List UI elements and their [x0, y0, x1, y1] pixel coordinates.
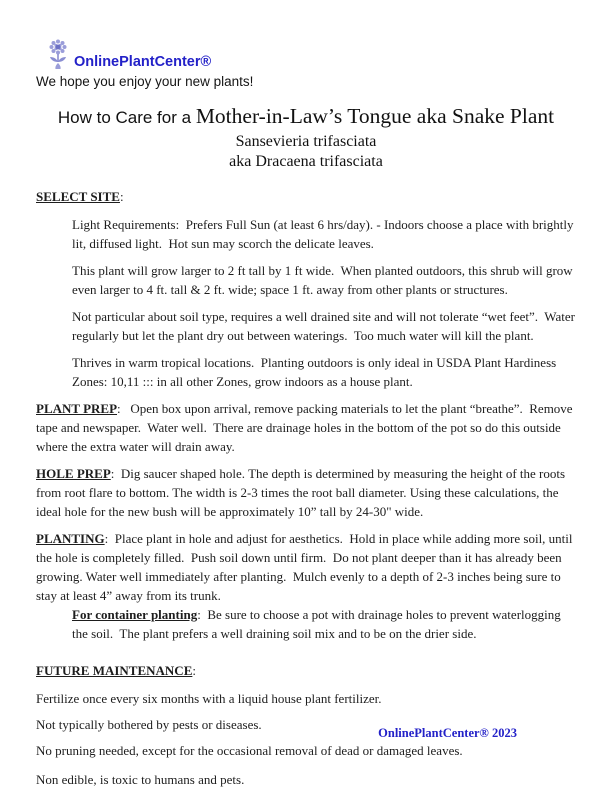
footer-copyright: OnlinePlantCenter® 2023	[378, 726, 517, 740]
title-prefix: How to Care for a	[57, 108, 196, 127]
hole-prep-heading: HOLE PREP	[36, 466, 111, 481]
container-planting-paragraph: For container planting: Be sure to choose a pot with drainage holes to prevent waterlogging the soil. The plant prefers a well draining soil mix and to be on the drier side.	[72, 607, 564, 641]
section-heading-future-maintenance: FUTURE MAINTENANCE:	[36, 663, 196, 678]
page-title	[36, 103, 576, 132]
botanical-alias: aka Dracaena trifasciata	[229, 153, 383, 170]
brand-name: OnlinePlantCenter®	[74, 54, 212, 70]
future-paragraph-fertilize: Fertilize once every six months with a liquid house plant fertilizer.	[36, 691, 382, 706]
planting-heading: PLANTING	[36, 531, 105, 546]
future-paragraph-pruning: No pruning needed, except for the occasional removal of dead or damaged leaves.	[36, 743, 463, 758]
container-planting-heading: For container planting	[72, 607, 198, 622]
title-main: Mother-in-Law’s Tongue aka Snake Plant	[195, 104, 555, 128]
tagline: We hope you enjoy your new plants!	[36, 74, 254, 89]
section-heading-select-site: SELECT SITE:	[36, 189, 124, 204]
select-site-paragraph-zones: Thrives in warm tropical locations. Planting outdoors is only ideal in USDA Plant Hardiness Zones: 10,11 ::: in all other Zones, grow indoors as a house plant.	[72, 355, 560, 389]
botanical-name: Sansevieria trifasciata	[235, 133, 377, 150]
hole-prep-paragraph: HOLE PREP: Dig saucer shaped hole. The depth is determined by measuring the height of the roots from root flare to bottom. The width is 2-3 times the root ball diameter. Using these calculations, the ideal hole for the new bush will be approximately 10” tall by 24-30" wide.	[36, 466, 569, 519]
flower-icon	[46, 38, 70, 70]
select-site-paragraph-light: Light Requirements: Prefers Full Sun (at least 6 hrs/day). - Indoors choose a place with brightly lit, diffused light. Hot sun may scorch the delicate leaves.	[72, 217, 577, 251]
future-paragraph-pests: Not typically bothered by pests or diseases.	[36, 717, 262, 732]
plant-prep-heading: PLANT PREP	[36, 401, 118, 416]
header-brand-row	[46, 38, 576, 70]
planting-paragraph: PLANTING: Place plant in hole and adjust for aesthetics. Hold in place while adding more soil, until the hole is completely filled. Push soil down until firm. Do not plant deeper than it has already been growing. Water well immediately after planting. Mulch evenly to a depth of 2-3 inches being sure to stay at least 4” away from its trunk.	[36, 531, 576, 603]
select-site-paragraph-size: This plant will grow larger to 2 ft tall by 1 ft wide. When planted outdoors, this shrub will grow even larger to 4 ft. tall & 2 ft. wide; space 1 ft. away from other plants or structures.	[72, 263, 576, 297]
plant-prep-paragraph: PLANT PREP: Open box upon arrival, remove packing materials to let the plant “breathe”. Remove tape and newspaper. Water well. There are drainage holes in the bottom of the pot so do this outside where the extra water will drain away.	[36, 401, 576, 454]
future-paragraph-toxicity: Non edible, is toxic to humans and pets.	[36, 772, 245, 787]
select-site-paragraph-soil: Not particular about soil type, requires a well drained site and will not tolerate “wet feet”. Water regularly but let the plant dry out between waterings. Too much water will kill the plant.	[72, 309, 579, 343]
